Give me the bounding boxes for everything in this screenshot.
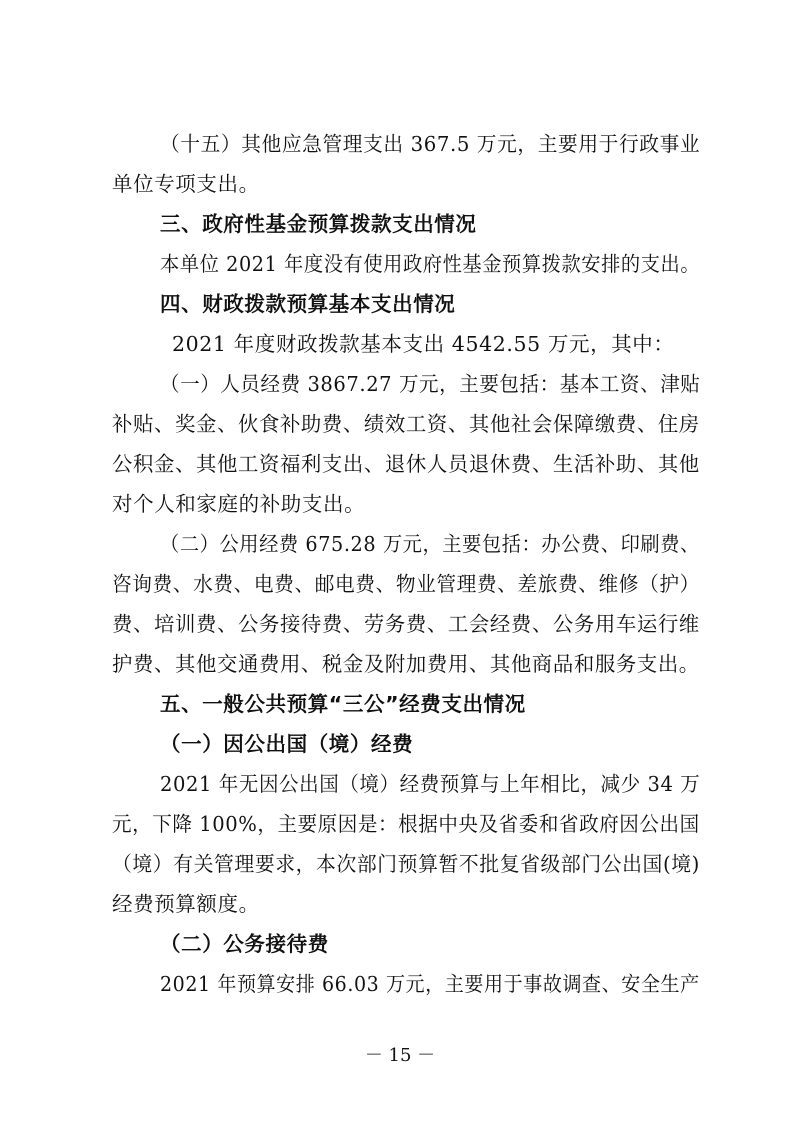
paragraph-line: （十五）其他应急管理支出 367.5 万元，主要用于行政事业 <box>160 132 701 156</box>
paragraph-line: 费、培训费、公务接待费、劳务费、工会经费、公务用车运行维 <box>112 612 700 636</box>
subsection-heading: （一）因公出国（境）经费 <box>160 732 414 756</box>
section-heading: 三、政府性基金预算拨款支出情况 <box>160 212 477 236</box>
paragraph-line: 2021 年度财政拨款基本支出 4542.55 万元，其中： <box>172 332 675 356</box>
paragraph-line: 公积金、其他工资福利支出、退休人员退休费、生活补助、其他 <box>112 452 700 476</box>
paragraph-line: （一）人员经费 3867.27 万元，主要包括：基本工资、津贴 <box>160 372 701 396</box>
paragraph-line: 本单位 2021 年度没有使用政府性基金预算拨款安排的支出。 <box>160 252 701 276</box>
subsection-heading: （二）公务接待费 <box>160 932 329 956</box>
paragraph-line: （二）公用经费 675.28 万元，主要包括：办公费、印刷费、 <box>160 532 700 556</box>
paragraph-line: 2021 年无因公出国（境）经费预算与上年相比，减少 34 万 <box>160 772 701 796</box>
paragraph-line: 补贴、奖金、伙食补助费、绩效工资、其他社会保障缴费、住房 <box>112 412 700 436</box>
paragraph-line: 2021 年预算安排 66.03 万元，主要用于事故调查、安全生产 <box>160 972 700 996</box>
paragraph-line: 单位专项支出。 <box>112 172 260 196</box>
section-heading: 四、财政拨款预算基本支出情况 <box>160 292 456 316</box>
paragraph-line: 经费预算额度。 <box>112 892 260 916</box>
paragraph-line: 对个人和家庭的补助支出。 <box>112 492 366 516</box>
page-number: － 15 － <box>364 1045 436 1066</box>
paragraph-line: 护费、其他交通费用、税金及附加费用、其他商品和服务支出。 <box>112 652 700 676</box>
paragraph-line: 元，下降 100%，主要原因是：根据中央及省委和省政府因公出国 <box>112 812 700 836</box>
paragraph-line: （境）有关管理要求，本次部门预算暂不批复省级部门公出国(境) <box>112 852 700 876</box>
paragraph-line: 咨询费、水费、电费、邮电费、物业管理费、差旅费、维修（护） <box>112 572 700 596</box>
section-heading: 五、一般公共预算“三公”经费支出情况 <box>160 692 526 716</box>
